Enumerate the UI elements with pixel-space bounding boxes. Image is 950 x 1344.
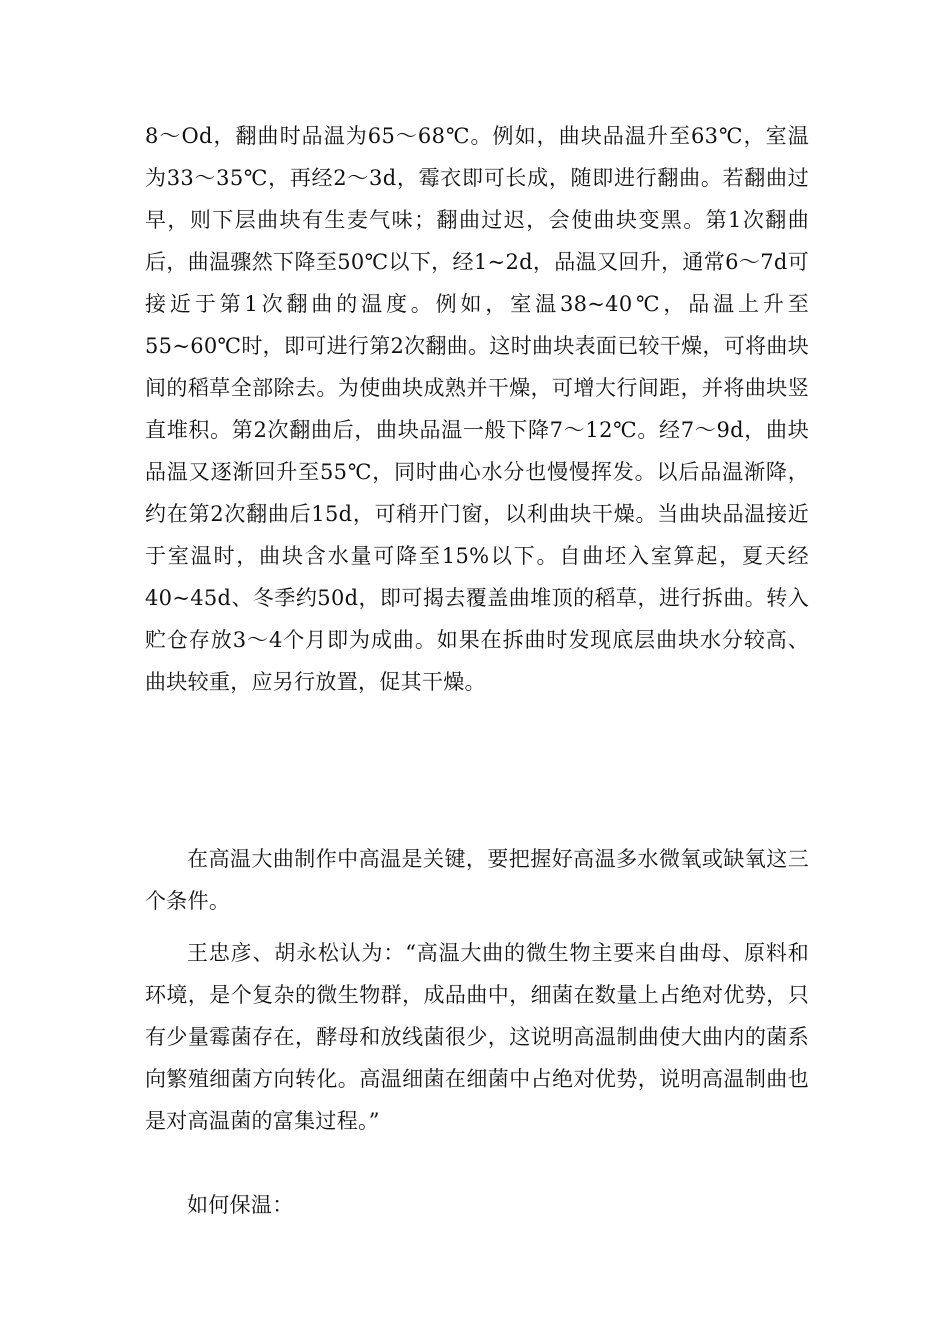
paragraph-how-to-keep-warm: 如何保温： (187, 1193, 294, 1217)
paragraph-quotation-microbes: 王忠彦、胡永松认为：“高温大曲的微生物主要来自曲母、原料和环境，是个复杂的微生物群，成品曲中，细菌在数量上占绝对优势，只有少量霉菌存在，酵母和放线菌很少，这说明高温制曲使大曲内的菌系向繁殖细菌方向转化。高温细菌在细菌中占绝对优势，说明高温制曲也是对高温菌的富集过程。” (145, 941, 809, 1133)
paragraph-high-temperature-key: 在高温大曲制作中高温是关键，要把握好高温多水微氧或缺氧这三个条件。 (145, 847, 809, 913)
paragraph-fermentation-process: 8～Od，翻曲时品温为65～68℃。例如，曲块品温升至63℃，室温为33～35℃，再经2～3d，霉衣即可长成，随即进行翻曲。若翻曲过早，则下层曲块有生麦气味；翻曲过迟，会使曲块变黑。第1次翻曲后，曲温骤然下降至50℃以下，经1~2d，品温又回升，通常6～7d可接近于第1次翻曲的温度。例如，室温38~40℃，品温上升至55~60℃时，即可进行第2次翻曲。这时曲块表面已较干燥，可将曲块间的稻草全部除去。为使曲块成熟并干燥，可增大行间距，并将曲块竖直堆积。第2次翻曲后，曲块品温一般下降7～12℃。经7～9d，曲块品温又逐渐回升至55℃，同时曲心水分也慢慢挥发。以后品温渐降，约在第2次翻曲后15d，可稍开门窗，以利曲块干燥。当曲块品温接近于室温时，曲块含水量可降至15%以下。自曲坯入室算起，夏天经40~45d、冬季约50d，即可揭去覆盖曲堆顶的稻草，进行拆曲。转入贮仓存放3～4个月即为成曲。如果在拆曲时发现底层曲块水分较高、曲块较重，应另行放置，促其干燥。 (145, 124, 809, 694)
